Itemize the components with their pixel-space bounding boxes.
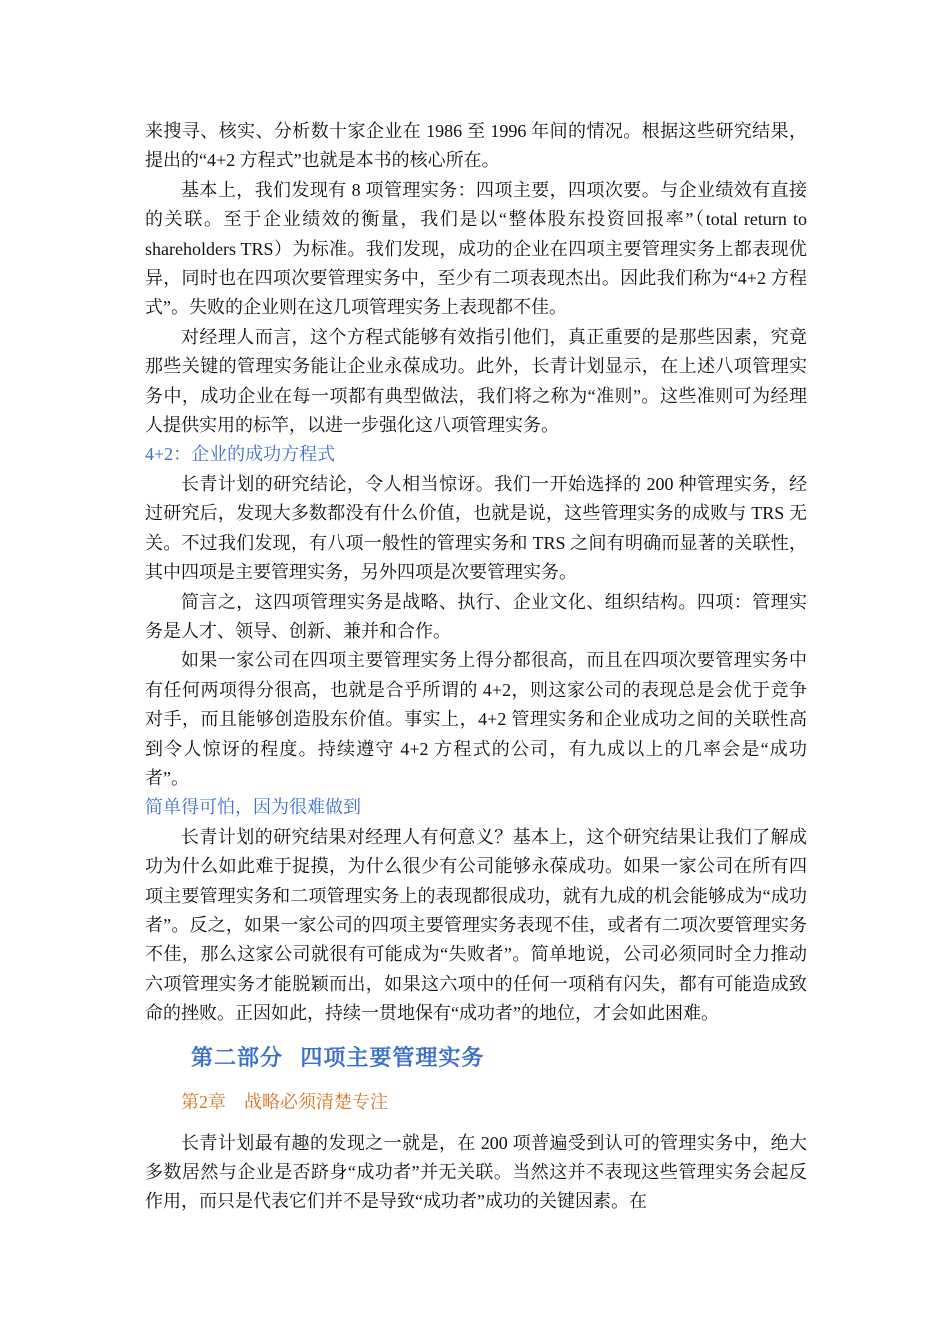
document-page: [145, 117, 807, 1217]
body-paragraph: 简言之，这四项管理实务是战略、执行、企业文化、组织结构。四项：管理实务是人才、领导、创新、兼并和合作。: [145, 591, 807, 641]
body-paragraph: 来搜寻、核实、分析数十家企业在 1986 至 1996 年间的情况。根据这些研究结果，提出的“4+2 方程式”也就是本书的核心所在。: [145, 121, 807, 171]
section-heading: 简单得可怕，因为很难做到: [145, 797, 361, 818]
body-paragraph: 长青计划最有趣的发现之一就是，在 200 项普遍受到认可的管理实务中，绝大多数居然与企业是否跻身“成功者”并无关联。当然这并不表现这些管理实务会起反作用，而只是代表它们并不是导致“成功者”成功的关键因素。在: [145, 1132, 807, 1212]
body-paragraph: 如果一家公司在四项主要管理实务上得分都很高，而且在四项次要管理实务中有任何两项得分很高，也就是合乎所谓的 4+2，则这家公司的表现总是会优于竞争对手，而且能够创造股东价值。事实上，4+2 管理实务和企业成功之间的关联性高到令人惊讶的程度。持续遵守 4+2 方程式的公司，有九成以上的几率会是“成功者”。: [145, 650, 807, 788]
section-heading: 4+2：企业的成功方程式: [145, 444, 336, 465]
chapter-title: 第2章 战略必须清楚专注: [181, 1091, 388, 1112]
body-paragraph: 基本上，我们发现有 8 项管理实务：四项主要，四项次要。与企业绩效有直接的关联。至于企业绩效的衡量，我们是以“整体股东投资回报率”（total return to shareholders TRS）为标准。我们发现，成功的企业在四项主要管理实务上都表现优异，同时也在四项次要管理实务中，至少有二项表现杰出。因此我们称为“4+2 方程式”。失败的企业则在这几项管理实务上表现都不佳。: [145, 179, 807, 318]
body-paragraph: 对经理人而言，这个方程式能够有效指引他们，真正重要的是那些因素，究竟那些关键的管理实务能让企业永葆成功。此外，长青计划显示，在上述八项管理实务中，成功企业在每一项都有典型做法，我们将之称为“准则”。这些准则可为经理人提供实用的标竿，以进一步强化这八项管理实务。: [145, 326, 807, 436]
body-paragraph: 长青计划的研究结论，令人相当惊讶。我们一开始选择的 200 种管理实务，经过研究后，发现大多数都没有什么价值，也就是说，这些管理实务的成败与 TRS 无关。不过我们发现，有八项一般性的管理实务和 TRS 之间有明确而显著的关联性，其中四项是主要管理实务，另外四项是次要管理实务。: [145, 473, 807, 583]
body-paragraph: 长青计划的研究结果对经理人有何意义？基本上，这个研究结果让我们了解成功为什么如此难于捉摸，为什么很少有公司能够永葆成功。如果一家公司在所有四项主要管理实务和二项管理实务上的表现都很成功，就有九成的机会能够成为“成功者”。反之，如果一家公司的四项主要管理实务表现不佳，或者有二项次要管理实务不佳，那么这家公司就很有可能成为“失败者”。简单地说，公司必须同时全力推动六项管理实务才能脱颖而出，如果这六项中的任何一项稍有闪失，都有可能造成致命的挫败。正因如此，持续一贯地保有“成功者”的地位，才会如此困难。: [145, 826, 807, 1024]
part-title: 第二部分 四项主要管理实务: [191, 1045, 485, 1071]
